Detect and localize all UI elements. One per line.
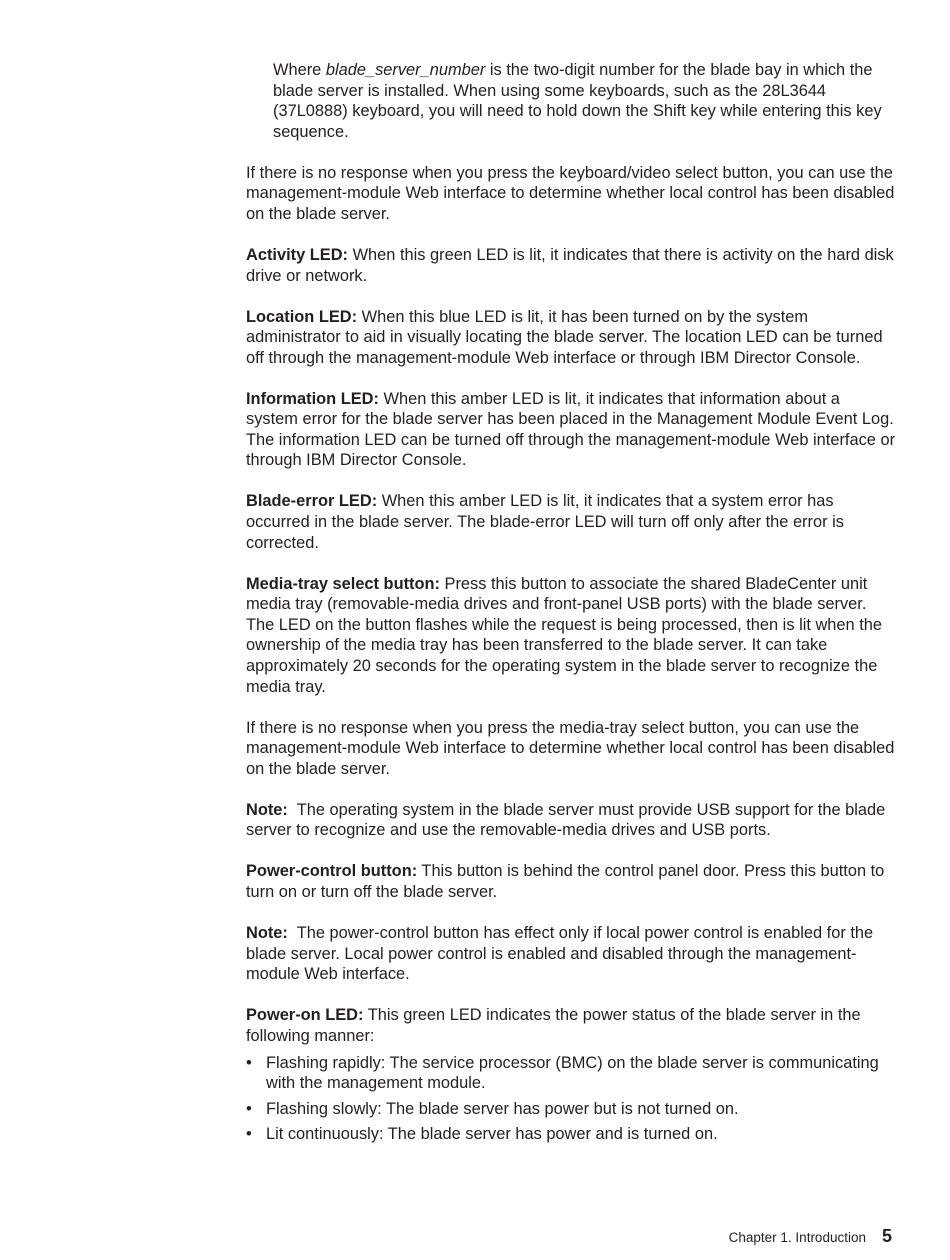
information-led-term: Information LED: (246, 389, 379, 408)
power-status-list (246, 1053, 896, 1145)
note-label: Note: (246, 800, 288, 819)
media-tray-button-term: Media-tray select button: (246, 574, 440, 593)
power-control-button-paragraph (246, 861, 896, 902)
blade-error-led-paragraph (246, 491, 896, 553)
list-item-text: Flashing slowly: The blade server has power but is not turned on. (266, 1099, 739, 1118)
power-on-led-paragraph (246, 1005, 896, 1046)
page-content (246, 60, 896, 1150)
activity-led-text: When this green LED is lit, it indicates that there is activity on the hard disk drive or network. (246, 245, 894, 285)
blade-number-paragraph (273, 60, 896, 142)
note-text: The operating system in the blade server must provide USB support for the blade server to recognize and use the removable-media drives and USB ports. (246, 800, 890, 840)
blade-error-led-term: Blade-error LED: (246, 492, 378, 511)
power-control-button-term: Power-control button: (246, 862, 418, 881)
page-number: 5 (881, 1226, 892, 1246)
blade-error-led-text: When this amber LED is lit, it indicates that a system error has occurred in the blade server. The blade-error LED will turn off only after the error is corrected. (246, 492, 844, 552)
activity-led-term: Activity LED: (246, 245, 349, 264)
location-led-paragraph (246, 307, 896, 369)
media-tray-button-paragraph (246, 574, 896, 698)
power-control-note-paragraph (246, 923, 896, 985)
paragraph-text: Where (273, 61, 326, 79)
media-tray-no-response-paragraph: If there is no response when you press the media-tray select button, you can use the management-module Web interface to determine whether local control has been disabled on the blade server. (246, 718, 895, 778)
bullet-icon: • (246, 1099, 252, 1118)
information-led-paragraph (246, 389, 896, 471)
bullet-icon: • (246, 1053, 252, 1072)
list-item (246, 1124, 896, 1145)
list-item (246, 1053, 896, 1094)
power-control-button-text: This button is behind the control panel door. Press this button to turn on or turn off the blade server. (246, 862, 885, 901)
keyboard-no-response-paragraph: If there is no response when you press the keyboard/video select button, you can use the management-module Web interface to determine whether local control has been disabled on the blade server. (246, 163, 895, 223)
location-led-text: When this blue LED is lit, it has been turned on by the system administrator to aid in visually locating the blade server. The location LED can be turned off through the management-module Web interface or through IBM Director Console. (246, 307, 883, 367)
list-item (246, 1099, 896, 1120)
paragraph-text: is the two-digit number for the blade bay in which the blade server is installed. When using some keyboards, such as the 28L3644 (37L0888) keyboard, you will need to hold down the Shift key while entering this key sequence. (273, 61, 882, 141)
media-tray-button-text: Press this button to associate the shared BladeCenter unit media tray (removable-media drives and front-panel USB ports) with the blade server. The LED on the button flashes while the request is being processed, then is lit when the ownership of the media tray has been transferred to the blade server. It can take approximately 20 seconds for the operating system in the blade server to recognize the media tray. (246, 574, 882, 696)
information-led-text: When this amber LED is lit, it indicates that information about a system error for the blade server has been placed in the Management Module Event Log. The information LED can be turned off through the management-module Web interface or through IBM Director Console. (246, 389, 896, 470)
activity-led-paragraph (246, 245, 896, 286)
bullet-icon: • (246, 1125, 252, 1144)
note-text: The power-control button has effect only if local power control is enabled for the blade server. Local power control is enabled and disabled through the management-module Web interface. (246, 923, 878, 984)
location-led-term: Location LED: (246, 307, 358, 326)
power-on-led-term: Power-on LED: (246, 1006, 364, 1025)
list-item-text: Lit continuously: The blade server has power and is turned on. (266, 1125, 718, 1144)
usb-note-paragraph (246, 800, 896, 841)
page-footer (729, 1226, 892, 1247)
list-item-text: Flashing rapidly: The service processor (BMC) on the blade server is communicating with the management module. (266, 1053, 879, 1093)
chapter-title: Chapter 1. Introduction (728, 1230, 866, 1245)
variable-name: blade_server_number (325, 61, 486, 79)
note-label: Note: (246, 923, 288, 942)
power-on-led-text: This green LED indicates the power status of the blade server in the following manner: (246, 1006, 861, 1045)
